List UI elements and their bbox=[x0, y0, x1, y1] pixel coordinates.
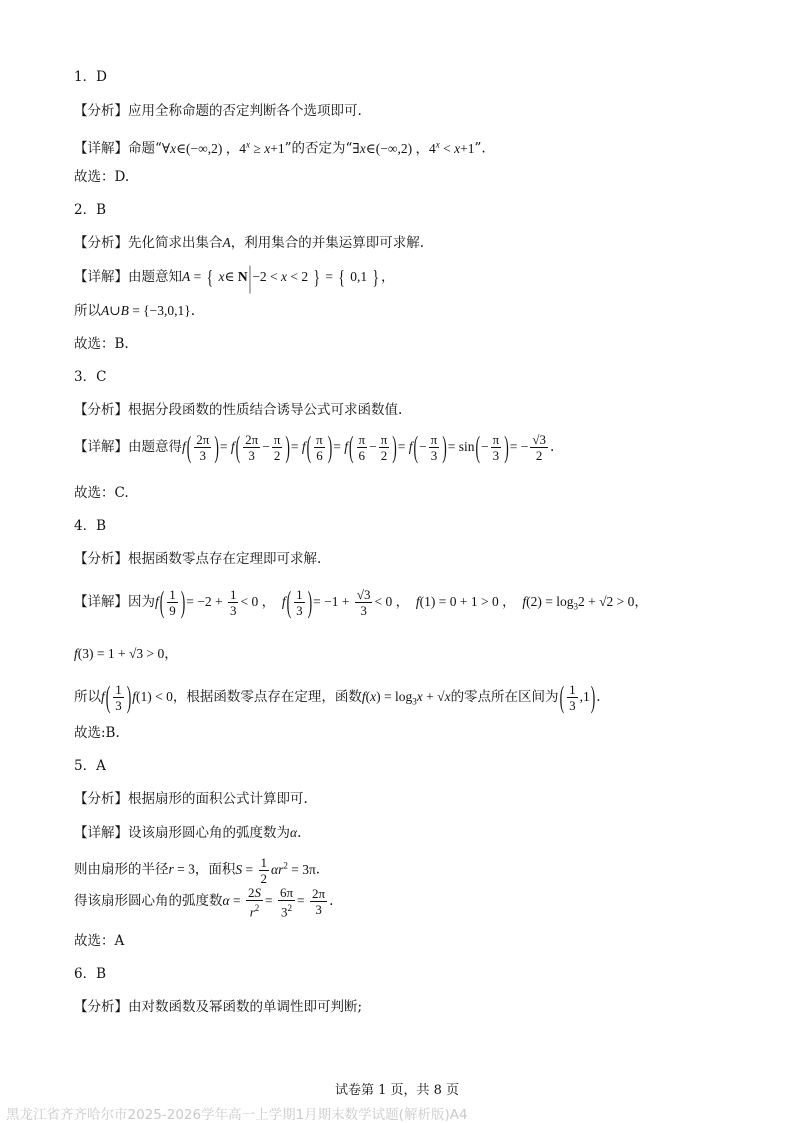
q5-line3-prefix: 得该扇形圆心角的弧度数 bbox=[74, 893, 223, 909]
q5-line2-math1: r = 3 bbox=[168, 861, 195, 877]
q4-line3 bbox=[74, 680, 600, 719]
q2-analysis-post: ，利用集合的并集运算即可求解. bbox=[230, 235, 425, 251]
q5-line2-mid: ，面积 bbox=[194, 861, 236, 878]
q5-detail-prefix: 【详解】设该扇形圆心角的弧度数为 bbox=[74, 825, 290, 841]
q5-heading: 5．A bbox=[74, 758, 106, 774]
q1-detail-prefix: 【详解】命题“ bbox=[74, 140, 162, 157]
q4-detail-prefix: 【详解】因为 bbox=[74, 594, 155, 610]
q5-analysis: 【分析】根据扇形的面积公式计算即可. bbox=[74, 791, 308, 807]
q4-line3-mid: ，根据函数零点存在定理，函数 bbox=[172, 689, 362, 705]
q3-detail-suffix: . bbox=[549, 439, 555, 455]
q4-analysis: 【分析】根据函数零点存在定理即可求解. bbox=[74, 551, 322, 567]
q5-line3-suffix: . bbox=[329, 893, 334, 909]
q4-line2-suffix: ， bbox=[164, 646, 178, 662]
q4-line3-math2: $f(x) = \log_3x + √x$ bbox=[361, 689, 451, 707]
q3-detail-prefix: 【详解】由题意得 bbox=[74, 439, 182, 455]
q6-analysis: 【分析】由对数函数及幂函数的单调性即可判断; bbox=[74, 999, 363, 1015]
q2-analysis bbox=[74, 234, 424, 252]
q2-line3 bbox=[74, 302, 195, 320]
q4-answer: 故选:B. bbox=[74, 725, 120, 741]
q5-line2-prefix: 则由扇形的半径 bbox=[74, 861, 169, 878]
q4-line3-math1: f( $\frac{1}{3}$ )f(1) < 0 bbox=[101, 679, 173, 715]
q4-line2-math: f(3) = 1 + √3 > 0 bbox=[74, 646, 165, 661]
q1-analysis: 【分析】应用全称命题的否定判断各个选项即可. bbox=[74, 103, 362, 119]
q1-heading: 1．D bbox=[74, 69, 107, 85]
q5-answer: 故选：A bbox=[74, 933, 125, 949]
q2-set-math: A = { x∈ N|−2 < x < 2 } = { 0,1 } bbox=[182, 259, 379, 295]
q5-line2-suffix: . bbox=[315, 861, 321, 878]
q4-line3-mid2: 的零点所在区间为 bbox=[450, 689, 559, 705]
q4-detail-math: f( $\frac{1}{9}$ )= −2 + $\frac{1}{3}$ < 0 ， f( $\frac{1}{3}$ )= −1 + $\frac{√3}{3}$ < 0 ， f(1) = 0 + 1 > 0 ， $f(2) = \log_32 + √2 > 0$ bbox=[155, 584, 635, 620]
q5-line3-math: α = $\frac{2S}{r^2}$ = $\frac{6\pi}{3^2}$ = $\frac{2\pi}{3}$ bbox=[222, 884, 326, 920]
q2-detail-suffix: ， bbox=[381, 269, 395, 285]
q5-line2-math2: S = $\frac{1}{2}$ $\alpha r^2 = 3\pi$ bbox=[235, 854, 316, 886]
q5-detail-suffix: . bbox=[297, 825, 302, 841]
q1-answer: 故选：D. bbox=[74, 169, 130, 185]
q2-answer: 故选：B. bbox=[74, 336, 129, 352]
q3-detail-math: f( $\frac{2\pi}{3}$ )= f( $\frac{2\pi}{3}$ − $\frac{\pi}{2}$ )= f( $\frac{\pi}{6}$ )= f( $\frac{\pi}{6}$ − $\frac{\pi}{2}$ )= f(− $\frac{\pi}{3}$ )= sin(− $\frac{\pi}{3}$ )= − $\frac{√3}{2}$ bbox=[182, 429, 546, 465]
q1-detail bbox=[74, 135, 486, 158]
q1-detail-mid: ”的否定为“ bbox=[284, 140, 353, 157]
q3-answer: 故选：C. bbox=[74, 485, 129, 501]
watermark-text: 黑龙江省齐齐哈尔市2025-2026学年高一上学期1月期末数学试题(解析版)A4 bbox=[6, 1107, 468, 1123]
q3-analysis: 【分析】根据分段函数的性质结合诱导公式可求函数值. bbox=[74, 402, 403, 418]
q5-line2 bbox=[74, 848, 320, 887]
q2-analysis-pre: 【分析】先化简求出集合 bbox=[74, 235, 223, 251]
q2-line3-suffix: . bbox=[190, 303, 196, 319]
q1-detail-suffix: ”. bbox=[474, 140, 486, 157]
q4-heading: 4．B bbox=[74, 518, 107, 534]
q1-math-forall: ∀x∈(−∞,2) ，$4^x \ge x+1$ bbox=[161, 139, 285, 156]
q6-heading: 6．B bbox=[74, 966, 107, 982]
q3-heading: 3．C bbox=[74, 369, 107, 385]
q2-detail-prefix: 【详解】由题意知 bbox=[74, 269, 182, 285]
q4-line3-math3: ( $\frac{1}{3}$ ,1) bbox=[559, 679, 596, 715]
q3-detail bbox=[74, 430, 554, 465]
q4-line3-prefix: 所以 bbox=[74, 689, 101, 705]
q4-line3-suffix: . bbox=[596, 689, 601, 705]
q2-analysis-var: A bbox=[222, 235, 231, 250]
q5-detail bbox=[74, 824, 301, 842]
q2-union-math: A∪B = {−3,0,1} bbox=[101, 303, 191, 318]
q2-line3-prefix: 所以 bbox=[74, 303, 101, 319]
q2-heading: 2．B bbox=[74, 202, 107, 218]
q4-detail-suffix: ， bbox=[634, 594, 648, 610]
page-footer: 试卷第 1 页，共 8 页 bbox=[334, 1083, 460, 1098]
q5-detail-var: α bbox=[290, 825, 298, 840]
q5-line3 bbox=[74, 884, 333, 919]
q4-detail bbox=[74, 585, 648, 624]
q2-detail bbox=[74, 259, 395, 295]
q1-math-exists: ∃x∈(−∞,2) ，$4^x < x+1$ bbox=[352, 139, 475, 156]
